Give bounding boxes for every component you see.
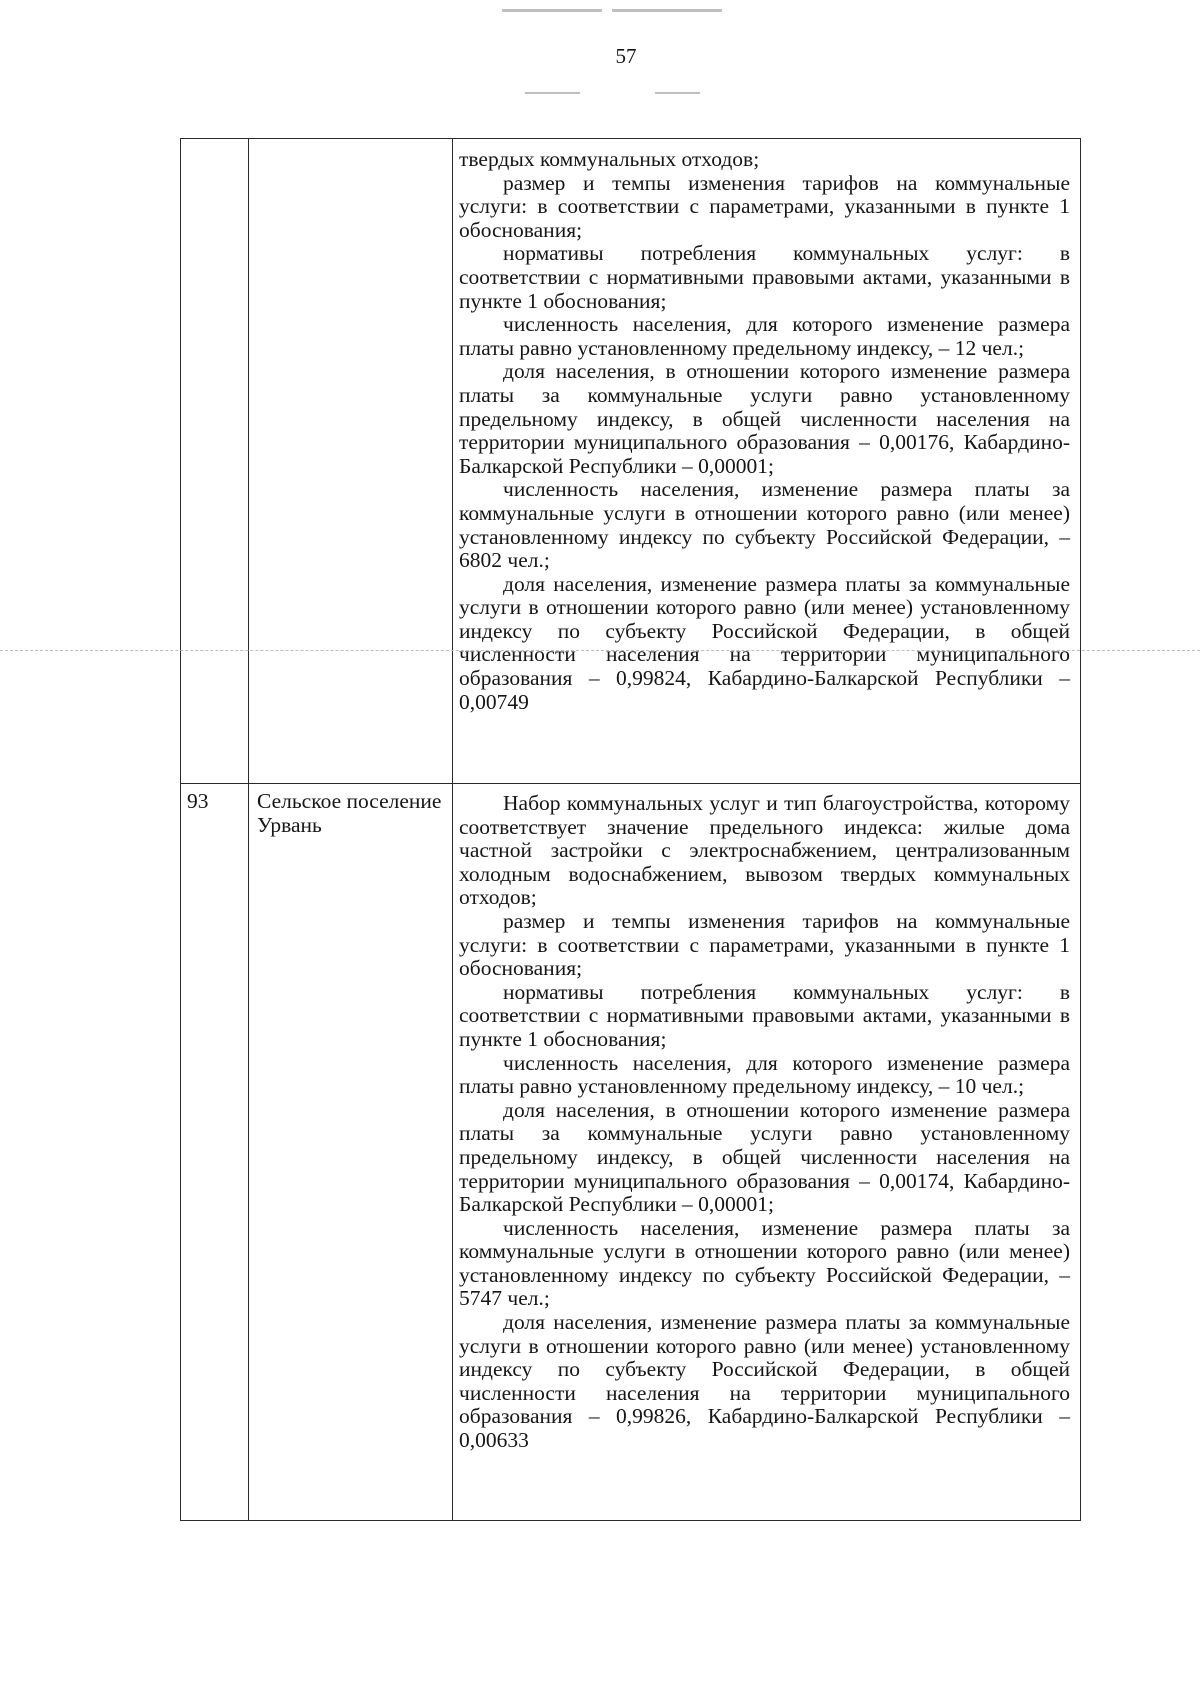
description-paragraph: доля населения, в отношении которого изменение размера платы за коммунальные услуги равно установленному предельному индексу, в общей численности населения на территории муниципального образования – 0,00176, Кабардино-Балкарской Республики – 0,00001; [459,359,1070,478]
page-number: 57 [615,44,637,68]
scan-fold-line [0,650,1200,651]
description-paragraph: нормативы потребления коммунальных услуг: в соответствии с нормативными правовыми актами, указанными в пункте 1 обоснования; [459,241,1070,313]
description-paragraph: размер и темпы изменения тарифов на коммунальные услуги: в соответствии с параметрами, указанными в пункте 1 обоснования; [459,908,1070,981]
settlements-table [180,138,1081,1521]
description-paragraph: численность населения, изменение размера платы за коммунальные услуги в отношении которого равно (или менее) установленному индексу по субъекту Российской Федерации, – 5747 чел.; [459,1215,1070,1311]
description-paragraph: размер и темпы изменения тарифов на коммунальные услуги: в соответствии с параметрами, указанными в пункте 1 обоснования; [459,170,1070,242]
row-number-cell: 93 [181,784,249,1521]
scan-artifact-top-left [502,9,602,12]
description-paragraph: численность населения, изменение размера платы за коммунальные услуги в отношении которого равно (или менее) установленному индексу по субъекту Российской Федерации, – 6802 чел.; [459,477,1070,573]
description-cell [453,139,1081,784]
description-paragraph: доля населения, изменение размера платы за коммунальные услуги в отношении которого равно (или менее) установленному индексу по субъекту Российской Федерации, в общей численности населения на территории муниципального образования – 0,99824, Кабардино-Балкарской Республики – 0,00749 [459,571,1070,714]
table-row [181,784,1081,1521]
scan-artifact-top-right [612,9,722,12]
description-paragraph: доля населения, в отношении которого изменение размера платы за коммунальные услуги равно установленному предельному индексу, в общей численности населения на территории муниципального образования – 0,00174, Кабардино-Балкарской Республики – 0,00001; [459,1097,1070,1217]
settlement-name-cell [249,139,453,784]
row-number-cell [181,139,249,784]
description-paragraph: нормативы потребления коммунальных услуг: в соответствии с нормативными правовыми актами, указанными в пункте 1 обоснования; [459,979,1070,1051]
description-paragraph: Набор коммунальных услуг и тип благоустройства, которому соответствует значение предельного индекса: жилые дома частной застройки с электроснабжением, централизованным холодным водоснабжением, вывозом твердых коммунальных отходов; [459,791,1070,910]
scan-artifact-under-number-right [655,92,700,94]
description-paragraph: численность населения, для которого изменение размера платы равно установленному предельному индексу, – 12 чел.; [459,312,1070,360]
description-paragraph: доля населения, изменение размера платы за коммунальные услуги в отношении которого равно (или менее) установленному индексу по субъекту Российской Федерации, в общей численности населения на территории муниципального образования – 0,99826, Кабардино-Балкарской Республики – 0,00633 [459,1310,1070,1453]
description-paragraph: твердых коммунальных отходов; [459,147,760,171]
settlement-name-cell: Сельское поселение Урвань [249,784,453,1521]
description-paragraph: численность населения, для которого изменение размера платы равно установленному предельному индексу, – 10 чел.; [459,1050,1070,1099]
scan-artifact-under-number-left [525,92,580,94]
table-row [181,139,1081,784]
description-cell [453,784,1081,1521]
